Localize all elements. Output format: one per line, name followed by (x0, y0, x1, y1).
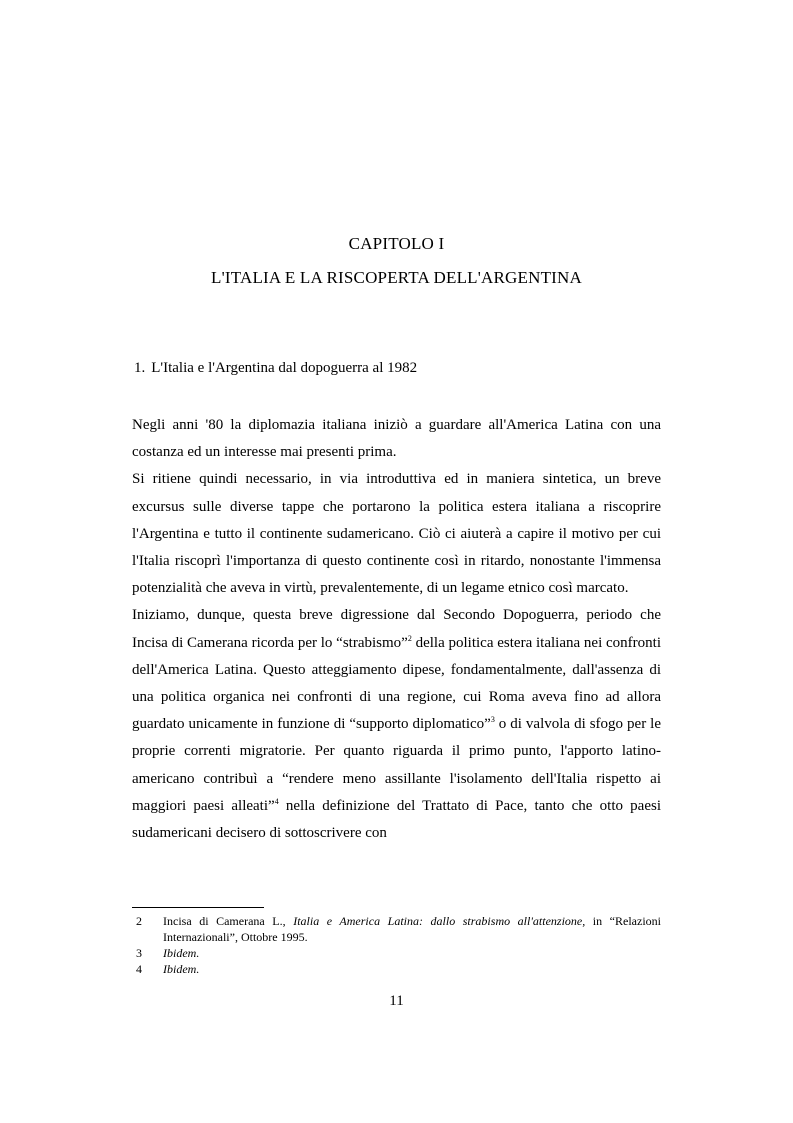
footnote-ref-3[interactable]: 3 (490, 715, 495, 725)
footnote-text (163, 945, 661, 961)
paragraph-3-part-1: Iniziamo, dunque, questa breve digressione dal Secondo Dopoguerra, periodo che Incisa di Camerana ricorda per lo “strabismo” (132, 607, 661, 651)
footnotes (132, 913, 661, 977)
paragraph-3-part-3: o di valvola di sfogo per le proprie correnti migratorie. Per quanto riguarda il primo punto, l'apporto latino-americano contribuì a “rendere meno assillante l'isolamento dell'Italia rispetto ai maggiori paesi alleati” (132, 716, 661, 814)
footnote-separator (132, 907, 264, 908)
paragraph-3 (132, 602, 661, 847)
footnote (132, 961, 661, 977)
footnote-ibidem: Ibidem. (163, 962, 200, 976)
footnote (132, 913, 661, 945)
footnote-ref-2[interactable]: 2 (407, 633, 412, 643)
footnote-number: 2 (136, 914, 142, 928)
paragraph-1: Negli anni '80 la diplomazia italiana iniziò a guardare all'America Latina con una costanza ed un interesse mai presenti prima. (132, 417, 661, 461)
footnote-number: 3 (136, 946, 142, 960)
chapter-number: CAPITOLO I (348, 234, 445, 253)
footnote-work-title: Italia e America Latina: dallo strabismo all'attenzione, (293, 914, 586, 928)
footnote-ibidem: Ibidem. (163, 946, 200, 960)
page-number: 11 (389, 993, 404, 1009)
footnote-number: 4 (136, 962, 142, 976)
footnote (132, 945, 661, 961)
footnote-publication: in “Relazioni Internazionali”, Ottobre 1995. (163, 914, 661, 944)
footnote-author: Incisa di Camerana L., (163, 914, 294, 928)
section-title: L'Italia e l'Argentina dal dopoguerra al 1982 (151, 360, 418, 376)
section-number: 1. (134, 360, 146, 376)
footnote-text (163, 961, 661, 977)
section-heading (134, 360, 417, 377)
footnote-ref-4[interactable]: 4 (274, 796, 279, 806)
paragraph-2: Si ritiene quindi necessario, in via introduttiva ed in maniera sintetica, un breve excursus sulle diverse tappe che portarono la politica estera italiana a riscoprire l'Argentina e tutto il continente sudamericano. Ciò ci aiuterà a capire il motivo per cui l'Italia riscoprì l'importanza di questo continente così in ritardo, nonostante l'immensa potenzialità che aveva in virtù, prevalentemente, di un legame etnico così marcato. (132, 471, 661, 597)
footnote-text (163, 913, 661, 945)
paragraph-3-part-2: della politica estera italiana nei confronti dell'America Latina. Questo atteggiamento dipese, fondamentalmente, dall'assenza di una politica organica nei confronti di una regione, cui Roma aveva fino ad allora guardato unicamente in funzione di “supporto diplomatico” (132, 634, 661, 733)
chapter-title: L'ITALIA E LA RISCOPERTA DELL'ARGENTINA (211, 268, 582, 287)
body-text (132, 412, 661, 847)
paragraph-3-part-4: nella definizione del Trattato di Pace, tanto che otto paesi sudamericani decisero di sottoscrivere con (132, 797, 661, 842)
